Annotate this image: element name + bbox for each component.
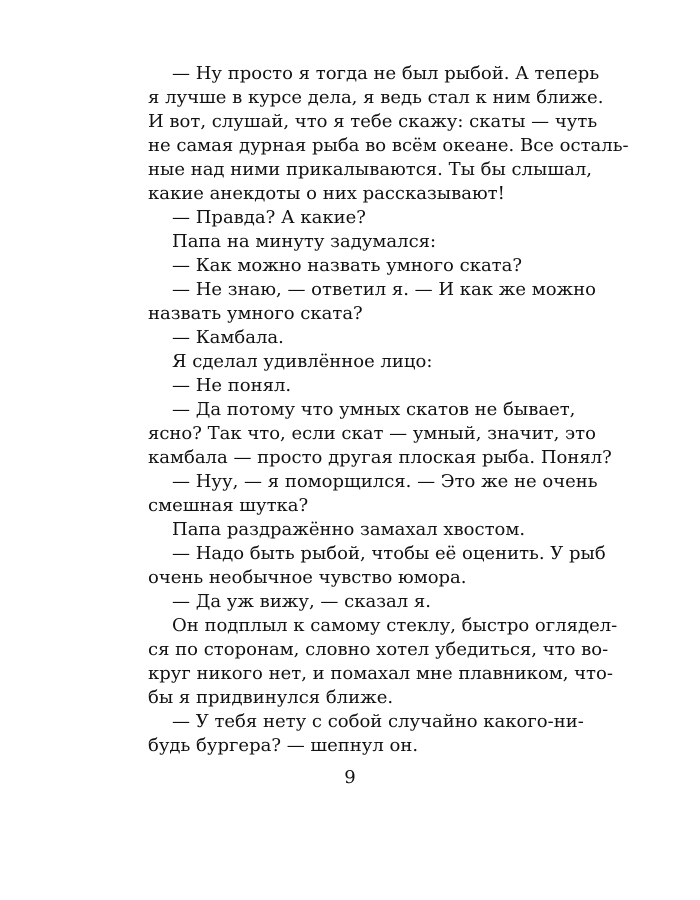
text-line: — Камбала. — [172, 327, 284, 348]
text-line: Папа на минуту задумался: — [172, 231, 437, 252]
text-line: — Надо быть рыбой, чтобы её оценить. У рыб — [172, 543, 606, 564]
text-line: И вот, слушай, что я тебе скажу: скаты — чуть — [148, 111, 598, 132]
body-text — [148, 62, 629, 758]
page-number: 9 — [344, 767, 356, 788]
text-line: не самая дурная рыба во всём океане. Все осталь- — [148, 135, 629, 156]
text-line: камбала — просто другая плоская рыба. Понял? — [148, 447, 612, 468]
text-line: — Да потому что умных скатов не бывает, — [172, 399, 576, 420]
text-line: смешная шутка? — [148, 495, 309, 516]
text-line: Папа раздражённо замахал хвостом. — [172, 519, 526, 540]
text-line: назвать умного ската? — [148, 303, 363, 324]
text-line: — Не понял. — [172, 375, 292, 396]
text-line: — У тебя нету с собой случайно какого-ни- — [172, 711, 584, 732]
text-line: — Да уж вижу, — сказал я. — [172, 591, 431, 612]
text-line: ясно? Так что, если скат — умный, значит, это — [148, 423, 596, 444]
text-line: будь бургера? — шепнул он. — [148, 735, 419, 756]
text-line: — Нуу, — я поморщился. — Это же не очень — [172, 471, 598, 492]
text-line: — Не знаю, — ответил я. — И как же можно — [172, 279, 596, 300]
text-line: — Ну просто я тогда не был рыбой. А теперь — [172, 63, 600, 84]
text-line: ные над ними прикалываются. Ты бы слышал, — [148, 159, 592, 180]
text-line: ся по сторонам, словно хотел убедиться, что во- — [148, 639, 609, 660]
text-line: Я сделал удивлённое лицо: — [172, 351, 433, 372]
text-line: — Правда? А какие? — [172, 207, 366, 228]
text-line: очень необычное чувство юмора. — [148, 567, 467, 588]
text-line: какие анекдоты о них рассказывают! — [148, 183, 505, 204]
text-line: Он подплыл к самому стеклу, быстро оглядел- — [172, 615, 618, 636]
text-line: бы я придвинулся ближе. — [148, 687, 394, 708]
text-line: круг никого нет, и помахал мне плавником, что- — [148, 663, 613, 684]
text-line: — Как можно назвать умного ската? — [172, 255, 523, 276]
text-line: я лучше в курсе дела, я ведь стал к ним ближе. — [148, 87, 604, 108]
